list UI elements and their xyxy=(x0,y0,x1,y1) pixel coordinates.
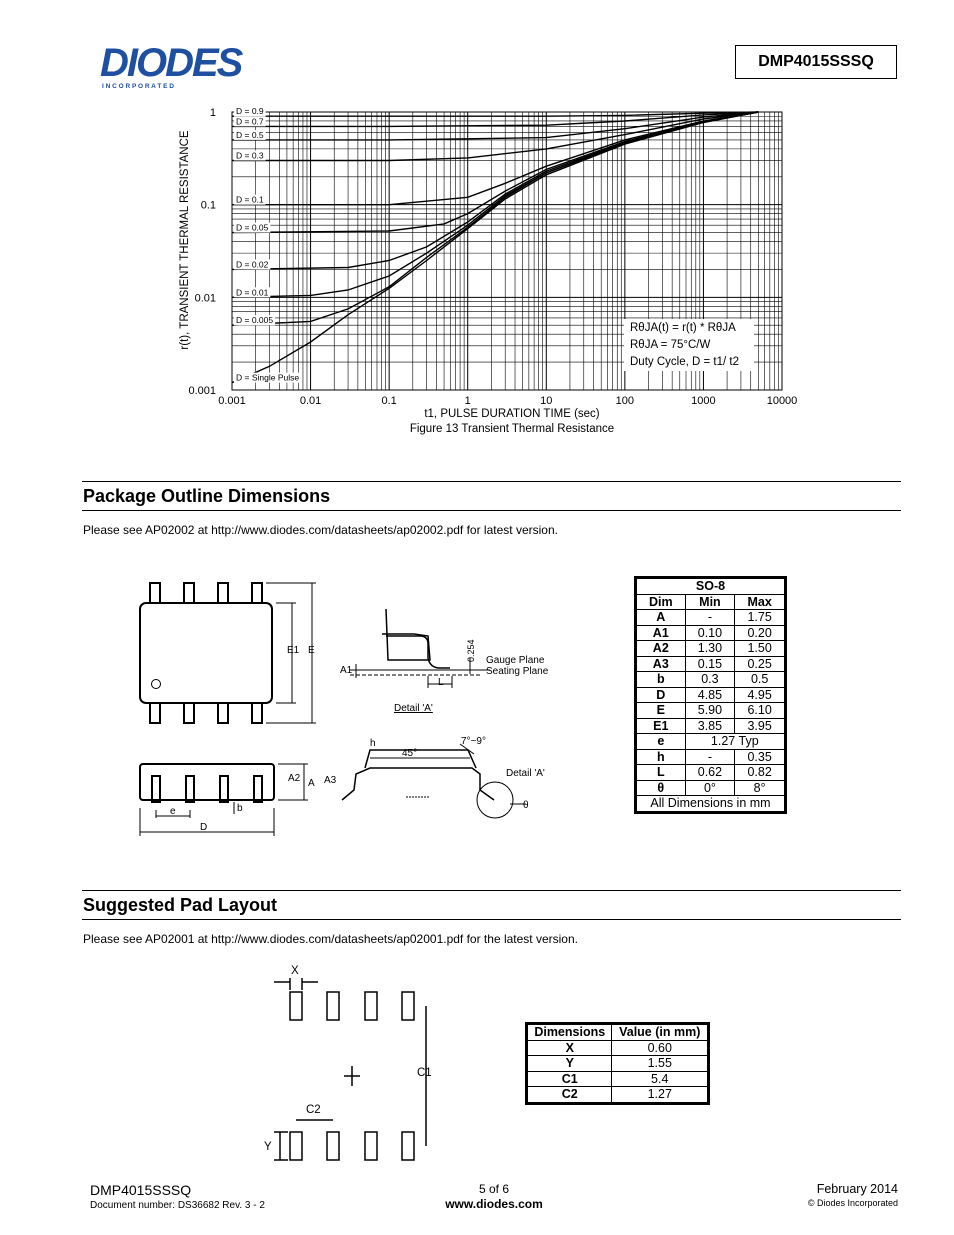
so8-cell: 5.90 xyxy=(685,703,735,719)
x-tick-label: 1000 xyxy=(691,395,716,407)
annotation-line-1: RθJA(t) = r(t) * RθJA xyxy=(630,322,736,334)
so8-row xyxy=(637,749,785,765)
annotation-line-3: Duty Cycle, D = t1/ t2 xyxy=(630,356,739,368)
x-tick-label: 0.001 xyxy=(218,395,246,407)
so8-row xyxy=(637,656,785,672)
series-label: D = Single Pulse xyxy=(236,372,300,383)
series-label: D = 0.3 xyxy=(236,150,264,161)
package-outline-heading: Package Outline Dimensions xyxy=(82,481,901,511)
so8-row xyxy=(637,641,785,657)
transient-thermal-chart xyxy=(170,100,810,445)
x-tick-label: 10000 xyxy=(766,395,798,407)
footer-right xyxy=(700,1182,898,1208)
chart-ylabel: r(t), TRANSIENT THERMAL RESISTANCE xyxy=(179,130,191,350)
series-label: D = 0.01 xyxy=(236,287,269,298)
so8-cell: A1 xyxy=(637,625,686,641)
chart-caption: Figure 13 Transient Thermal Resistance xyxy=(409,423,615,435)
diodes-logo xyxy=(100,42,280,92)
pad-row xyxy=(528,1087,708,1103)
so8-row xyxy=(637,765,785,781)
so8-cell: 0.5 xyxy=(735,672,785,688)
so8-dimension-table xyxy=(634,576,787,814)
pad-label-y: Y xyxy=(264,1141,272,1153)
series-label: D = 0.9 xyxy=(236,106,264,117)
pad-label-c2: C2 xyxy=(306,1104,321,1116)
so8-row xyxy=(637,625,785,641)
y-tick-label: 0.01 xyxy=(194,292,216,305)
so8-cell: 3.85 xyxy=(685,718,735,734)
pad-label-c1: C1 xyxy=(417,1067,432,1079)
label-e-pitch: e xyxy=(170,806,176,817)
pad-row xyxy=(528,1056,708,1072)
so8-cell: 0.20 xyxy=(735,625,785,641)
so8-cell: 0.62 xyxy=(685,765,735,781)
package-note: Please see AP02002 at http://www.diodes.com/datasheets/ap02002.pdf for latest version. xyxy=(83,523,558,537)
so8-cell: h xyxy=(637,749,686,765)
col-min: Min xyxy=(685,594,735,610)
pad-cell: C1 xyxy=(528,1071,612,1087)
so8-cell: 0.25 xyxy=(735,656,785,672)
footer-url[interactable]: www.diodes.com xyxy=(445,1197,543,1211)
so8-cell: A3 xyxy=(637,656,686,672)
pad-cell: C2 xyxy=(528,1087,612,1103)
label-A2: A2 xyxy=(288,773,301,784)
so8-cell: b xyxy=(637,672,686,688)
so8-cell: 4.95 xyxy=(735,687,785,703)
pad-layout-drawing xyxy=(260,960,460,1170)
pad-row xyxy=(528,1071,708,1087)
pin1-marker xyxy=(152,680,161,689)
so8-row xyxy=(637,734,785,750)
chart-xlabel: t1, PULSE DURATION TIME (sec) xyxy=(424,408,600,420)
so8-row xyxy=(637,610,785,626)
so8-cell: E1 xyxy=(637,718,686,734)
logo-subtext: I N C O R P O R A T E D xyxy=(102,83,174,90)
pad-note: Please see AP02001 at http://www.diodes.com/datasheets/ap02001.pdf for the latest version. xyxy=(83,932,578,946)
annotation-line-2: RθJA = 75°C/W xyxy=(630,339,711,351)
col-dim: Dim xyxy=(637,594,686,610)
x-tick-label: 100 xyxy=(615,395,635,407)
so8-cell: 0.3 xyxy=(685,672,735,688)
so8-cell: 0.15 xyxy=(685,656,735,672)
so8-cell: 6.10 xyxy=(735,703,785,719)
pad-cell: Y xyxy=(528,1056,612,1072)
so8-cell: - xyxy=(685,749,735,765)
chart-x-tick-labels xyxy=(218,395,797,407)
label-A: A xyxy=(308,778,315,789)
series-label: D = 0.05 xyxy=(236,222,269,233)
so8-cell: D xyxy=(637,687,686,703)
pad-cell: 0.60 xyxy=(612,1040,708,1056)
so8-cell: - xyxy=(685,610,735,626)
label-gauge-plane: Gauge Plane xyxy=(486,655,545,666)
package-outline-drawing xyxy=(130,578,570,848)
chart-series-labels xyxy=(234,106,301,382)
so8-cell: 4.85 xyxy=(685,687,735,703)
y-tick-label: 0.1 xyxy=(200,199,216,212)
label-b: b xyxy=(237,803,243,814)
pad-cell: 1.55 xyxy=(612,1056,708,1072)
pad-col-value: Value (in mm) xyxy=(612,1025,708,1041)
so8-cell: 8° xyxy=(735,780,785,796)
label-theta: θ xyxy=(523,800,529,811)
series-label: D = 0.005 xyxy=(236,315,274,326)
so8-cell: 0.10 xyxy=(685,625,735,641)
so8-cell: L xyxy=(637,765,686,781)
pad-row xyxy=(528,1040,708,1056)
label-A3: A3 xyxy=(324,775,337,786)
so8-cell: e xyxy=(637,734,686,750)
pad-col-dimensions: Dimensions xyxy=(528,1025,612,1041)
footer-date: February 2014 xyxy=(816,1182,898,1196)
pad-dimension-table xyxy=(525,1022,710,1105)
so8-cell: 1.27 Typ xyxy=(685,734,784,750)
series-label: D = 0.02 xyxy=(236,259,269,270)
pad-cell: 1.27 xyxy=(612,1087,708,1103)
label-45deg: 45° xyxy=(402,748,418,759)
so8-row xyxy=(637,687,785,703)
footer-docnum: Document number: DS36682 Rev. 3 - 2 xyxy=(90,1200,265,1211)
label-L: L xyxy=(438,677,444,688)
y-tick-label: 0.001 xyxy=(188,385,216,397)
so8-cell: 3.95 xyxy=(735,718,785,734)
x-tick-label: 1 xyxy=(464,395,471,407)
x-tick-label: 0.1 xyxy=(381,395,397,407)
footer-left xyxy=(90,1182,265,1211)
so8-cell: 0.82 xyxy=(735,765,785,781)
label-7-9deg: 7°~9° xyxy=(461,736,486,747)
so8-cell: θ xyxy=(637,780,686,796)
pad-layout-heading: Suggested Pad Layout xyxy=(82,890,901,920)
label-detail-a: Detail 'A' xyxy=(394,703,433,714)
label-0254: 0.254 xyxy=(466,639,476,662)
so8-cell: 1.50 xyxy=(735,641,785,657)
so8-footer: All Dimensions in mm xyxy=(637,796,785,812)
label-seating-plane: Seating Plane xyxy=(486,666,549,677)
so8-cell: 1.75 xyxy=(735,610,785,626)
series-label: D = 0.5 xyxy=(236,129,264,140)
footer-center xyxy=(400,1182,588,1211)
part-number-box: DMP4015SSSQ xyxy=(735,45,897,79)
footer-page: 5 of 6 xyxy=(478,1182,510,1196)
series-label: D = 0.7 xyxy=(236,116,264,127)
footer-part: DMP4015SSSQ xyxy=(90,1182,192,1198)
series-label: D = 0.1 xyxy=(236,194,264,205)
label-detail-a-2: Detail 'A' xyxy=(506,768,545,779)
so8-row xyxy=(637,672,785,688)
label-E1: E1 xyxy=(287,645,300,656)
footer-copyright: © Diodes Incorporated xyxy=(807,1198,898,1208)
col-max: Max xyxy=(735,594,785,610)
package-body-top xyxy=(140,603,272,703)
pad-label-x: X xyxy=(291,965,299,977)
so8-cell: E xyxy=(637,703,686,719)
so8-row xyxy=(637,780,785,796)
chart-annotation-box xyxy=(624,319,754,371)
y-tick-label: 1 xyxy=(209,107,216,119)
label-h: h xyxy=(370,738,376,749)
so8-title: SO-8 xyxy=(637,579,785,595)
so8-row xyxy=(637,718,785,734)
label-E: E xyxy=(308,645,315,656)
x-tick-label: 0.01 xyxy=(299,395,322,407)
pad-cell: X xyxy=(528,1040,612,1056)
so8-cell: A xyxy=(637,610,686,626)
so8-cell: 0° xyxy=(685,780,735,796)
x-tick-label: 10 xyxy=(540,395,553,407)
so8-cell: 0.35 xyxy=(735,749,785,765)
so8-cell: A2 xyxy=(637,641,686,657)
label-D: D xyxy=(200,822,208,833)
logo-text: DIODES xyxy=(100,42,242,85)
so8-cell: 1.30 xyxy=(685,641,735,657)
label-A1: A1 xyxy=(340,665,353,676)
pad-cell: 5.4 xyxy=(612,1071,708,1087)
chart-y-tick-labels xyxy=(188,107,216,397)
so8-row xyxy=(637,703,785,719)
